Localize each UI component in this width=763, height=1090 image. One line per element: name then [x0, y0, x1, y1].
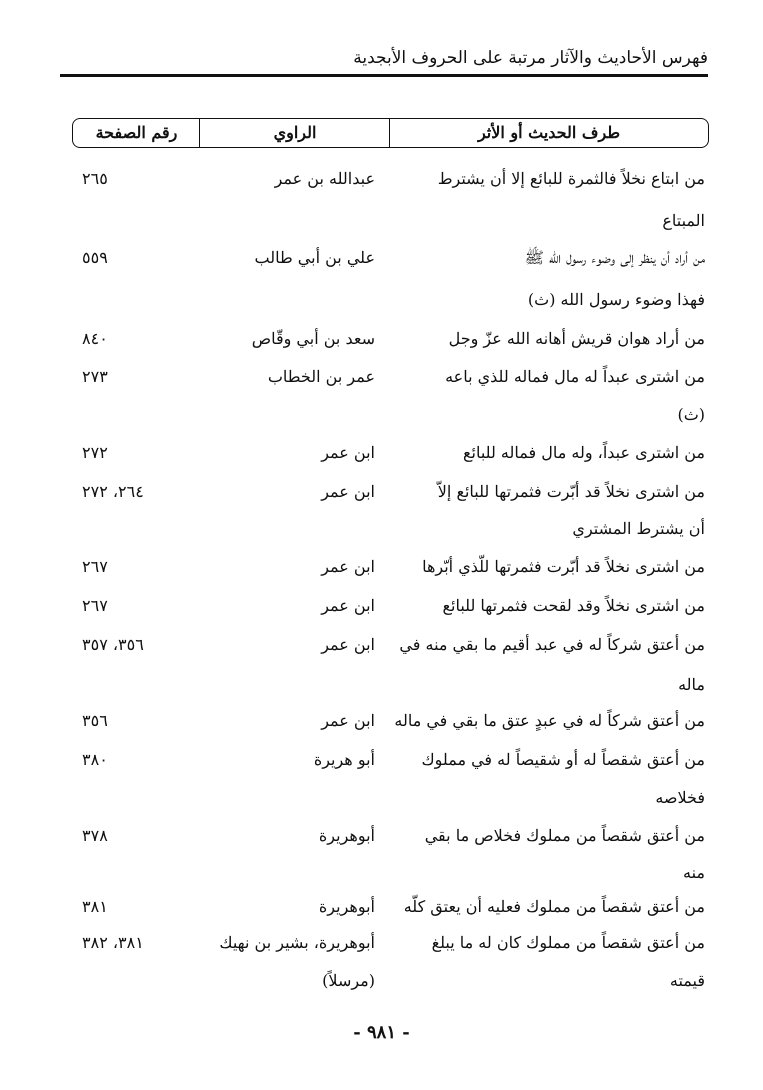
column-header-text: طرف الحديث أو الأثر: [389, 119, 708, 147]
entry-text: من أعتق شقصاً من مملوك فخلاص ما بقي: [424, 826, 705, 845]
entry-page: ٢٦٥: [82, 169, 108, 188]
entry-text: من أراد أن ينظر إلى وضوء رسول الله ﷺ: [524, 248, 705, 267]
entry-narrator: ابن عمر: [321, 482, 375, 501]
entry-page: ٣٨١: [82, 897, 108, 916]
index-row: [0, 706, 763, 736]
index-row: [0, 285, 763, 315]
entry-text: من اشترى نخلاً قد أبّرت فثمرتها للبائع إلاّ: [437, 482, 705, 501]
entry-text: من أعتق شقصاً له أو شقيصاً له في مملوك: [421, 750, 705, 769]
index-row: [0, 438, 763, 468]
entry-text: من أراد هوان قريش أهانه الله عزّ وجل: [448, 329, 705, 348]
index-row: [0, 821, 763, 851]
entry-narrator: أبوهريرة: [318, 897, 375, 916]
running-title: فهرس الأحاديث والآثار مرتبة على الحروف الأبجدية: [353, 48, 708, 68]
entry-page: ٣٨٠: [82, 750, 108, 769]
entry-text: فهذا وضوء رسول الله (ث): [527, 290, 705, 309]
entry-narrator: أبوهريرة: [318, 826, 375, 845]
entry-text: من أعتق شركاً له في عبد أقيم ما بقي منه في: [399, 635, 705, 654]
entry-page: ٣٥٦: [82, 711, 108, 730]
index-row: [0, 324, 763, 354]
index-row: [0, 630, 763, 660]
entry-page: ٣٥٦، ٣٥٧: [82, 635, 144, 654]
column-header-page: رقم الصفحة: [95, 123, 178, 142]
entry-text: من أعتق شركاً له في عبدٍ عتق ما بقي في ماله: [394, 711, 705, 730]
entry-text: من أعتق شقصاً من مملوك فعليه أن يعتق كلّه: [403, 897, 705, 916]
entry-text: من اشترى نخلاً قد أبّرت فثمرتها للّذي أبّرها: [422, 557, 705, 576]
index-row: [0, 966, 763, 996]
entry-narrator: ابن عمر: [321, 557, 375, 576]
index-row: [0, 591, 763, 621]
entry-text: (ث): [677, 405, 705, 424]
entry-narrator: أبوهريرة، بشير بن نهيك: [219, 933, 375, 952]
entry-text: من ابتاع نخلاً فالثمرة للبائع إلا أن يشترط: [437, 169, 705, 188]
index-row: [0, 243, 763, 273]
entry-narrator: ابن عمر: [321, 711, 375, 730]
entry-text: المبتاع: [662, 211, 705, 230]
entry-text: من اشترى عبداً له مال فماله للذي باعه: [445, 367, 705, 386]
index-row: [0, 928, 763, 958]
entry-text: من أعتق شقصاً من مملوك كان له ما يبلغ: [431, 933, 705, 952]
index-row: [0, 477, 763, 507]
entry-narrator: ابن عمر: [321, 596, 375, 615]
index-row: [0, 892, 763, 922]
page-number: - ٩٨١ -: [353, 1022, 410, 1043]
index-row: [0, 362, 763, 392]
entry-narrator: ابن عمر: [321, 443, 375, 462]
entry-page: ٣٨١، ٣٨٢: [82, 933, 144, 952]
entry-page: ٣٧٨: [82, 826, 108, 845]
entry-narrator: أبو هريرة: [313, 750, 375, 769]
column-header-narrator: الراوي: [199, 119, 390, 147]
entry-narrator: ابن عمر: [321, 635, 375, 654]
entry-text: من اشترى نخلاً وقد لقحت فثمرتها للبائع: [442, 596, 705, 615]
entry-page: ٢٦٧: [82, 596, 108, 615]
index-row: [0, 514, 763, 544]
entry-text: منه: [683, 863, 705, 882]
entry-narrator: سعد بن أبي وقّاص: [251, 329, 375, 348]
entry-page: ٥٥٩: [82, 248, 108, 267]
index-row: [0, 670, 763, 700]
index-row: [0, 400, 763, 430]
entry-page: ٢٦٧: [82, 557, 108, 576]
entry-narrator: عمر بن الخطاب: [267, 367, 375, 386]
index-row: [0, 206, 763, 236]
index-row: [0, 164, 763, 194]
entry-text: قيمته: [669, 971, 705, 990]
entry-page: ٢٧٢: [82, 443, 108, 462]
entry-page: ٢٧٣: [82, 367, 108, 386]
entry-narrator: علي بن أبي طالب: [254, 248, 375, 267]
index-row: [0, 783, 763, 813]
index-row: [0, 552, 763, 582]
entry-text: من اشترى عبداً، وله مال فماله للبائع: [463, 443, 705, 462]
entry-page: ٨٤٠: [82, 329, 108, 348]
index-row: [0, 745, 763, 775]
entry-page: ٢٦٤، ٢٧٢: [82, 482, 144, 501]
entry-text: ماله: [678, 675, 705, 694]
index-row: [0, 858, 763, 888]
entry-text: فخلاصه: [655, 788, 705, 807]
entry-narrator: عبدالله بن عمر: [274, 169, 375, 188]
entry-narrator: (مرسلاً): [322, 971, 375, 990]
entry-text: أن يشترط المشتري: [572, 519, 705, 538]
